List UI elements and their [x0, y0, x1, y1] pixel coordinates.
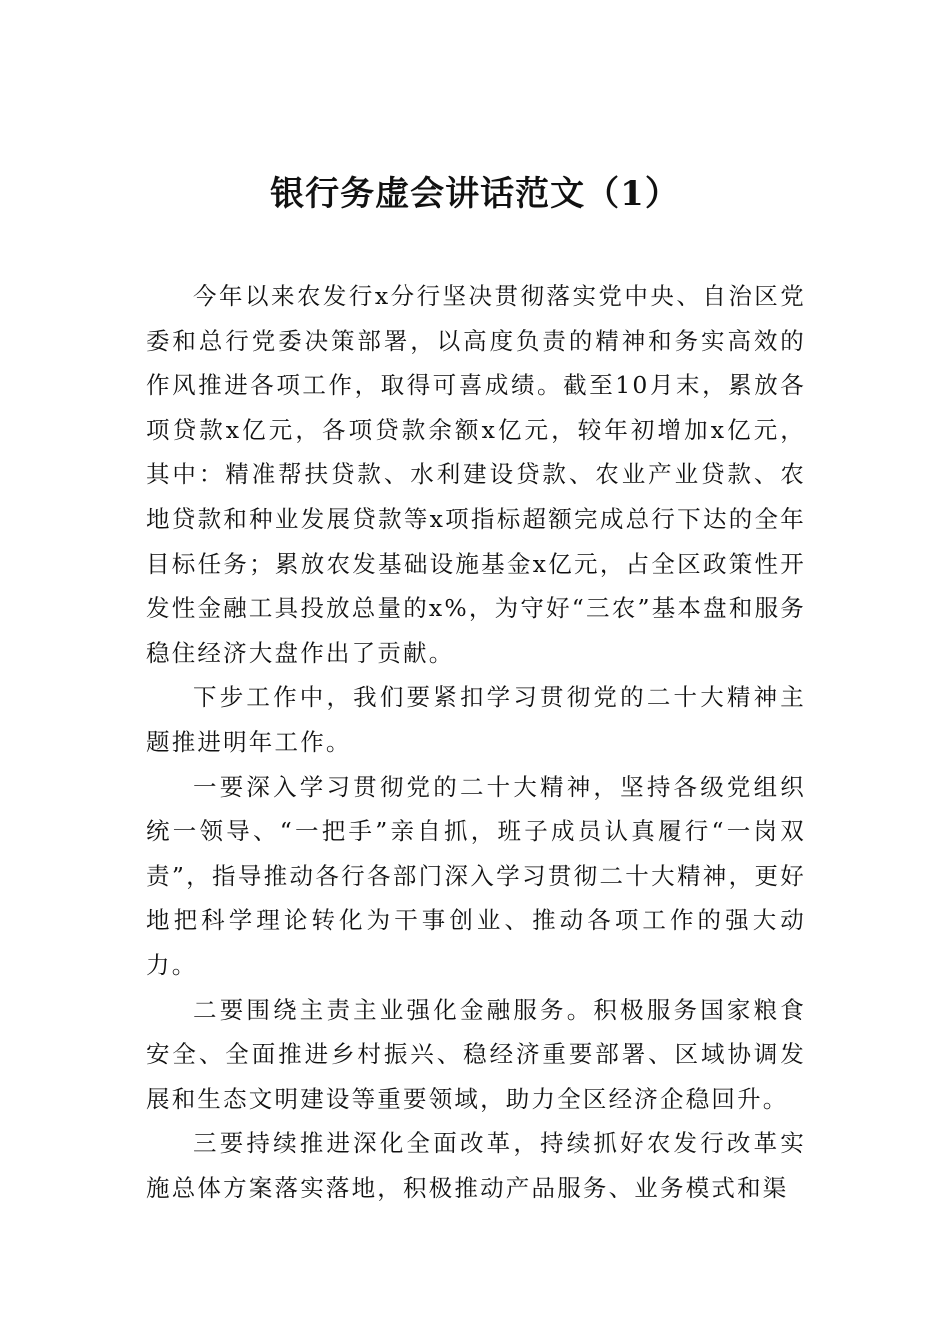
paragraph-5: 三要持续推进深化全面改革，持续抓好农发行改革实施总体方案落实落地，积极推动产品服务、业务模式和渠	[146, 1129, 806, 1202]
paragraph-2: 下步工作中，我们要紧扣学习贯彻党的二十大精神主题推进明年工作。	[146, 683, 806, 756]
paragraph-1: 今年以来农发行x分行坚决贯彻落实党中央、自治区党委和总行党委决策部署，以高度负责的精神和务实高效的作风推进各项工作，取得可喜成绩。截至10月末，累放各项贷款x亿元，各项贷款余额x亿元，较年初增加x亿元，其中：精准帮扶贷款、水利建设贷款、农业产业贷款、农地贷款和种业发展贷款等x项指标超额完成总行下达的全年目标任务；累放农发基础设施基金x亿元，占全区政策性开发性金融工具投放总量的x%，为守好“三农”基本盘和服务稳住经济大盘作出了贡献。	[146, 282, 806, 667]
document-title: 银行务虚会讲话范文（1）	[270, 174, 680, 214]
document-body	[146, 274, 806, 1210]
paragraph-3: 一要深入学习贯彻党的二十大精神，坚持各级党组织统一领导、“一把手”亲自抓，班子成员认真履行“一岗双责”，指导推动各行各部门深入学习贯彻二十大精神，更好地把科学理论转化为干事创业、推动各项工作的强大动力。	[146, 772, 806, 979]
paragraph-4: 二要围绕主责主业强化金融服务。积极服务国家粮食安全、全面推进乡村振兴、稳经济重要部署、区域协调发展和生态文明建设等重要领域，助力全区经济企稳回升。	[146, 995, 806, 1113]
